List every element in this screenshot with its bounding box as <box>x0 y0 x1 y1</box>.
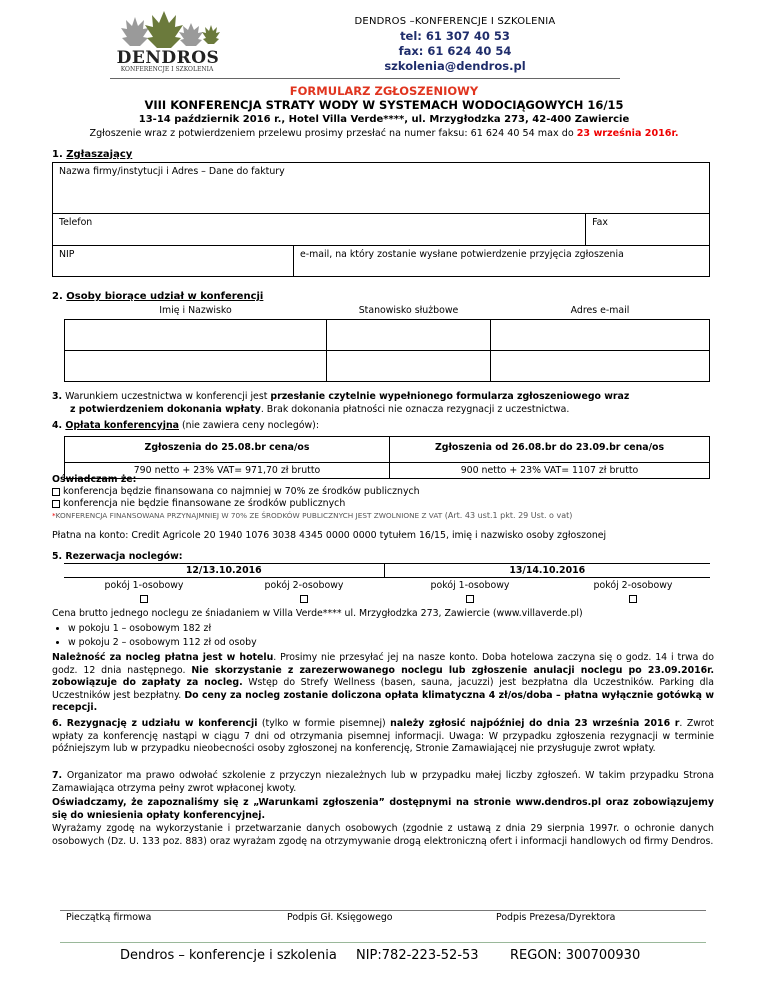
col-name-header: Imię i Nazwisko <box>65 302 327 320</box>
applicant-table <box>52 162 710 277</box>
night-2-double <box>556 578 710 604</box>
phone-line: tel: 61 307 40 53 <box>400 29 510 43</box>
participant-name-cell[interactable] <box>65 320 327 351</box>
header-divider <box>110 78 620 79</box>
section-2-heading <box>52 291 263 302</box>
section-5-heading <box>52 551 183 564</box>
night-2-double-checkbox[interactable] <box>629 595 637 603</box>
section-6-text-2: . Zwrot wpłaty za konferencję nastąpi w ciągu 7 dni od otrzymania pisemnej informacji. Uwaga: W przypadku zgłoszenia rezygnacji w terminie późniejszym lub w przypadku nieobecności osoby zgłoszonej na konferencję, Stronie Zamawiającej nie przysługuje zwrot wpłaty. <box>52 718 714 754</box>
section-1-label: Zgłaszający <box>66 149 133 160</box>
night-1-single <box>64 578 224 604</box>
fee-early-header: Zgłoszenia do 25.08.br cena/os <box>65 437 390 463</box>
company-line: DENDROS –KONFERENCJE I SZKOLENIA <box>354 16 556 27</box>
night-2-single-checkbox[interactable] <box>466 595 474 603</box>
section-3-bold-b: z potwierdzeniem dokonania wpłaty <box>70 403 261 415</box>
night-1-header: 12/13.10.2016 <box>64 564 384 578</box>
section-6-number: 6. <box>52 718 67 729</box>
vat-star: * <box>52 511 56 520</box>
footer-nip: NIP:782-223-52-53 <box>356 948 479 963</box>
night-2-single <box>384 578 556 604</box>
section-5-number: 5. <box>52 551 66 562</box>
fax-line: fax: 61 624 40 54 <box>398 44 512 58</box>
vat-text: KONFERENCJA FINANSOWANA PRZYNAJMNIEJ W 70% ZE ŚRODKÓW PUBLICZNYCH JEST ZWOLNIONE Z VAT <box>55 511 443 520</box>
section-3-number: 3. <box>52 391 63 402</box>
footer-company: Dendros – konferencje i szkolenia <box>120 948 337 963</box>
participant-row <box>65 351 710 382</box>
deadline: 23 września 2016r. <box>576 128 679 139</box>
signature-divider <box>60 910 706 911</box>
participant-email-cell[interactable] <box>491 351 710 382</box>
participant-position-cell[interactable] <box>327 351 491 382</box>
data-consent: Wyrażamy zgodę na wykorzystanie i przetwarzanie danych osobowych (zgodnie z ustawą z dnia 29 sierpnia 1997r. o ochronie danych osobowych (Dz. U. 133 poz. 883) oraz wyrażam zgodę na otrzymywanie drogą elektroniczną ofert i informacji handlowych od firmy Dendros. <box>52 823 714 847</box>
submission-note <box>20 127 748 141</box>
col-position-header: Stanowisko służbowe <box>327 302 491 320</box>
footer-divider <box>60 942 706 943</box>
nip-field[interactable] <box>53 246 294 277</box>
section-1-number: 1. <box>52 149 67 160</box>
conference-date-place: 13-14 październik 2016 r., Hotel Villa Verde****, ul. Mrzygłodzka 273, 42-400 Zawiercie <box>138 114 630 125</box>
logo-subtitle: KONFERENCJE I SZKOLENIA <box>120 66 214 73</box>
confirmation-email-label: e-mail, na który zostanie wysłane potwierdzenie przyjęcia zgłoszenia <box>300 249 624 260</box>
section-7-number: 7. <box>52 770 67 781</box>
dendros-logo <box>112 8 222 76</box>
company-address-field[interactable] <box>53 163 710 214</box>
fee-late-header: Zgłoszenia od 26.08.br do 23.09.br cena/os <box>390 437 710 463</box>
no-public-funding-checkbox[interactable] <box>52 500 60 508</box>
night-1-single-checkbox[interactable] <box>140 595 148 603</box>
section-2-label: Osoby biorące udział w konferencji <box>66 291 264 302</box>
contact-block <box>300 14 610 74</box>
fee-late-value: 900 netto + 23% VAT= 1107 zł brutto <box>390 463 710 479</box>
price-single: • w pokoju 1 – osobowym 182 zł <box>68 622 732 636</box>
night-1-double-label: pokój 2-osobowy <box>264 580 344 591</box>
fax-field[interactable] <box>586 214 710 246</box>
section-1-heading <box>52 149 132 160</box>
email-line: szkolenia@dendros.pl <box>384 59 526 73</box>
submission-note-text: Zgłoszenie wraz z potwierdzeniem przelewu prosimy przesłać na numer faksu: 61 624 40 54 max do <box>89 128 577 139</box>
section-4-number: 4. <box>52 420 66 431</box>
stamp-label: Pieczątką firmowa <box>66 912 152 923</box>
section-2-number: 2. <box>52 291 67 302</box>
hotel-price-line: Cena brutto jednego noclegu ze śniadaniem w Villa Verde**** ul. Mrzygłodzka 273, Zawiercie (www.villaverde.pl) <box>52 608 583 619</box>
participants-table <box>64 302 710 382</box>
company-address-label: Nazwa firmy/instytucji i Adres – Dane do faktury <box>59 166 285 177</box>
section-3-bold-a: przesłanie czytelnie wypełnionego formularza zgłoszeniowego wraz <box>270 391 630 402</box>
section-3-text-b: . Brak dokonania płatności nie oznacza rezygnacji z uczestnictwa. <box>260 403 570 415</box>
terms-declaration: Oświadczamy, że zapoznaliśmy się z „Warunkami zgłoszenia” dostępnymi na stronie www.dendros.pl oraz zobowiązujemy się do wniesienia opłaty konferencyjnej. <box>52 797 714 821</box>
pay-bold-2: Nie skorzystanie z zarezerwowanego noclegu lub zgłoszenie anulacji noclegu po 23.09.2016r. zobowiązuje do zapłaty za nocleg. <box>52 664 715 688</box>
night-2-header: 13/14.10.2016 <box>384 564 710 578</box>
section-6-bold-1: Rezygnację z udziału w konferencji <box>66 718 258 729</box>
pay-bold-3: Do ceny za nocleg zostanie doliczona opłata klimatyczna 4 zł/os/doba – płatna wyłącznie gotówką w recepcji. <box>52 689 714 713</box>
section-7 <box>52 770 714 795</box>
accommodation-table <box>64 563 710 603</box>
declare-label: Oświadczam że: <box>52 474 137 485</box>
section-3-text-a: Warunkiem uczestnictwa w konferencji jest <box>62 391 271 402</box>
nip-label: NIP <box>59 249 75 260</box>
financing-declaration <box>52 474 732 522</box>
fee-early-value: 790 netto + 23% VAT= 971,70 zł brutto <box>65 463 390 479</box>
participant-email-cell[interactable] <box>491 320 710 351</box>
section-6 <box>52 718 714 756</box>
president-signature-label: Podpis Prezesa/Dyrektora <box>496 912 616 923</box>
section-7-text: Organizator ma prawo odwołać szkolenie z przyczyn niezależnych lub w przypadku małej liczby zgłoszeń. W takim przypadku Strona Zamawiająca otrzyma pełny zwrot wpłaconej kwoty. <box>52 770 714 794</box>
night-1-double-checkbox[interactable] <box>300 595 308 603</box>
price-double: • w pokoju 2 – osobowym 112 zł od osoby <box>68 636 732 650</box>
logo-wordmark: DENDROS <box>116 48 220 68</box>
public-funding-checkbox[interactable] <box>52 488 60 496</box>
pay-text-2: Wstęp do Strefy Wellness (basen, sauna, jacuzzi) jest bezpłatna dla Uczestników. Parking dla Uczestników jest bezpłatny. <box>52 677 714 701</box>
no-public-funding-label: konferencja nie będzie finansowane ze środków publicznych <box>63 498 346 509</box>
night-1-double <box>224 578 384 604</box>
accountant-signature-label: Podpis Gł. Księgowego <box>287 912 393 923</box>
vat-ref: (Art. 43 ust.1 pkt. 29 Ust. o vat) <box>442 511 573 520</box>
section-4-label: Opłata konferencyjna <box>65 420 179 431</box>
pay-text-1: . Prosimy nie przesyłać jej na nasze konto. Doba hotelowa zaczyna się o godz. 14 i trwa do godz. 12 dnia następnego. <box>52 652 714 676</box>
public-funding-label: konferencja będzie finansowana co najmniej w 70% ze środków publicznych <box>63 486 420 497</box>
section-5-label: Rezerwacja noclegów: <box>65 551 183 562</box>
pay-bold-1: Należność za nocleg płatna jest w hotelu <box>52 652 274 663</box>
section-6-text-1: (tylko w formie pisemnej) <box>257 718 391 729</box>
night-2-double-label: pokój 2-osobowy <box>593 580 673 591</box>
form-title: FORMULARZ ZGŁOSZENIOWY <box>289 84 479 98</box>
conference-title: VIII KONFERENCJA STRATY WODY W SYSTEMACH WODOCIĄGOWYCH 16/15 <box>144 98 624 112</box>
fee-table <box>64 436 710 479</box>
night-1-single-label: pokój 1-osobowy <box>104 580 184 591</box>
night-2-single-label: pokój 1-osobowy <box>430 580 510 591</box>
phone-field[interactable] <box>53 214 586 246</box>
participant-position-cell[interactable] <box>327 320 491 351</box>
bank-account: Płatna na konto: Credit Agricole 20 1940 1076 3038 4345 0000 0000 tytułem 16/15, imię i nazwisko osoby zgłoszonej <box>52 530 607 541</box>
participant-name-cell[interactable] <box>65 351 327 382</box>
hotel-price-list <box>52 622 732 650</box>
vat-exemption-note <box>52 511 572 520</box>
section-4-suffix: (nie zawiera ceny noclegów): <box>179 420 319 431</box>
hotel-payment-terms <box>52 652 714 715</box>
participant-row <box>65 320 710 351</box>
section-3 <box>52 391 712 416</box>
phone-label: Telefon <box>59 217 93 228</box>
section-6-bold-2: należy zgłosić najpóźniej do dnia 23 września 2016 r <box>390 718 680 729</box>
fax-label: Fax <box>592 217 608 228</box>
title-block <box>20 84 748 141</box>
col-email-header: Adres e-mail <box>491 302 710 320</box>
confirmation-email-field[interactable] <box>294 246 710 277</box>
section-4-heading <box>52 420 319 433</box>
footer-regon: REGON: 300700930 <box>510 948 641 963</box>
